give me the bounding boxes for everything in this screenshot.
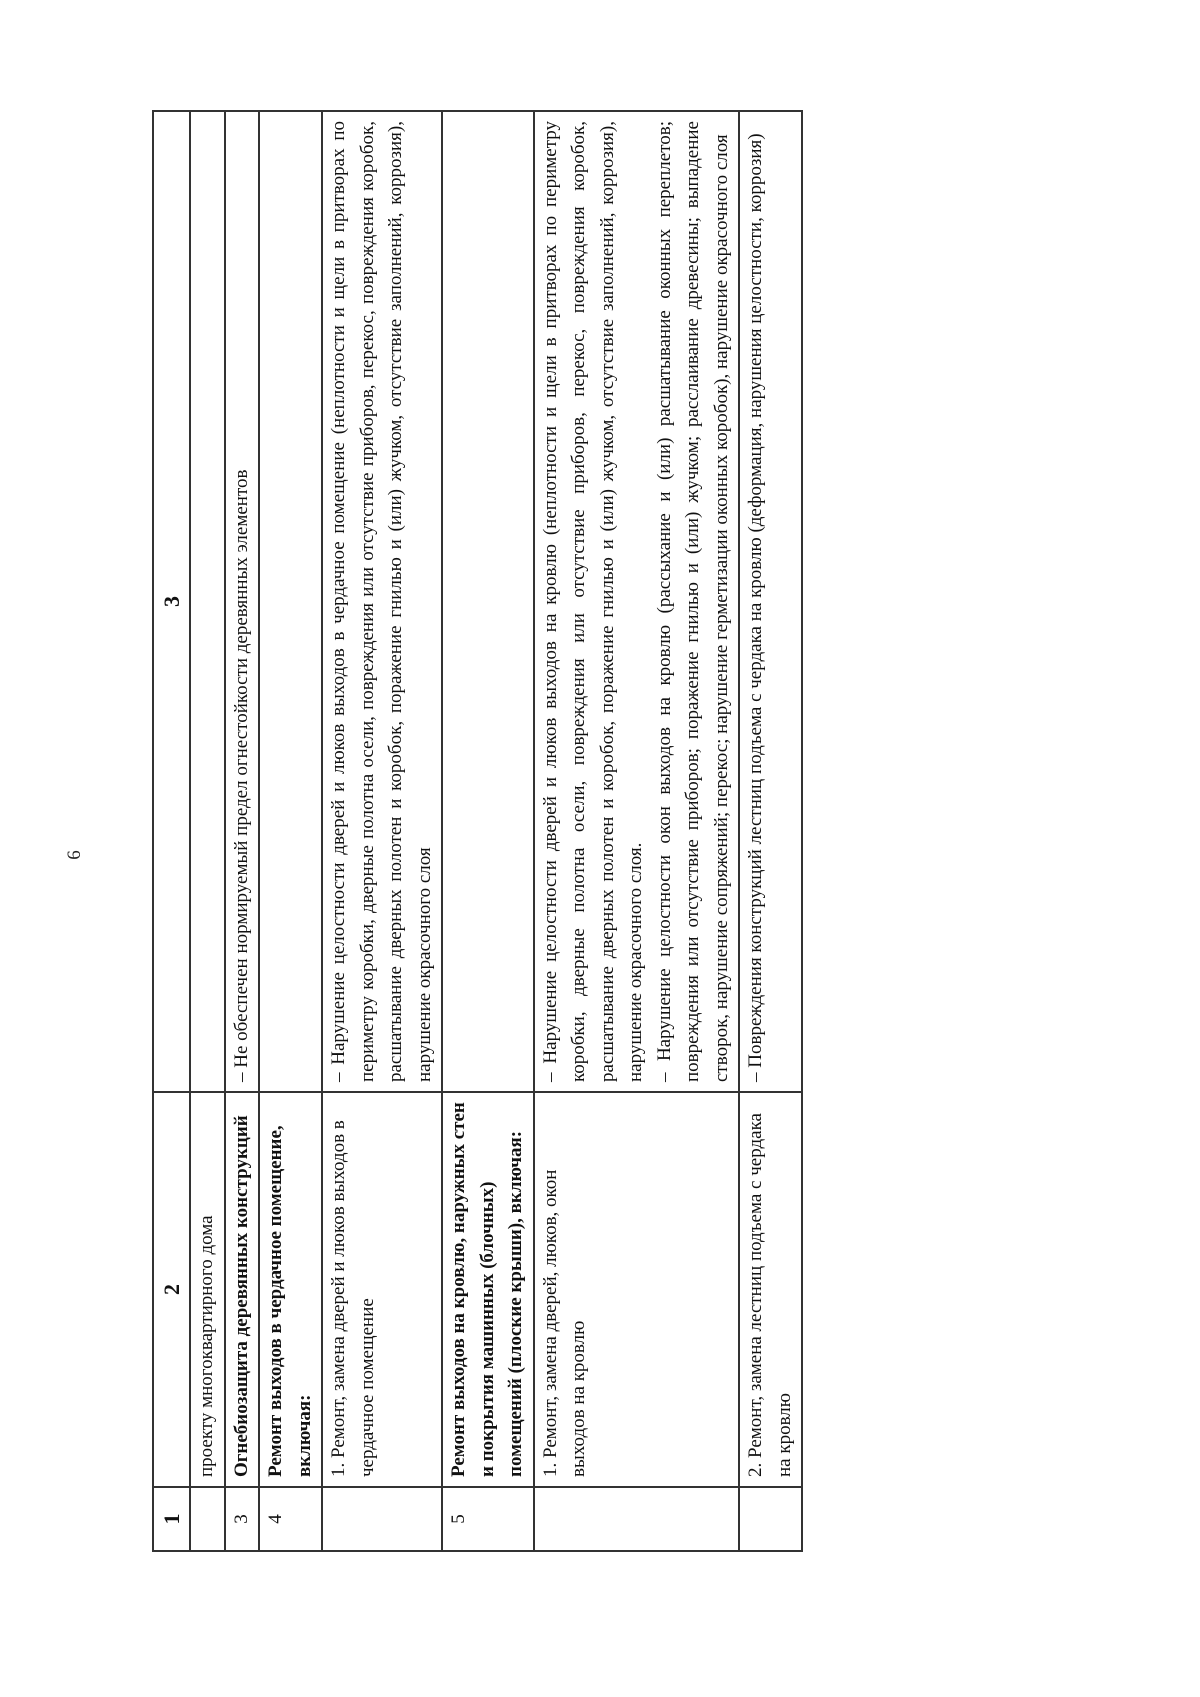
row-defects (259, 111, 322, 1092)
defect-paragraph: – Нарушение целостности дверей и люков выходов на кровлю (неплотности и щели в притворах по периметру коробки, дверные полотна осели, повреждения или отсутствие приборов, перекос, повреждения коробок, расшатывание дверных полотен и коробок, поражение гнилью и (или) жучком, отсутствие заполнений, коррозия), нарушение окрасочного слоя. (539, 121, 646, 1082)
table-row (739, 111, 802, 1551)
row-work-type: 1. Ремонт, замена дверей, люков, окон выходов на кровлю (534, 1092, 740, 1487)
header-col-2: 2 (153, 1092, 190, 1487)
row-work-type: Огнебиозащита деревянных конструкций (225, 1092, 260, 1487)
row-defects (190, 111, 225, 1092)
page-number: 6 (63, 850, 85, 860)
row-number: 4 (259, 1487, 322, 1551)
row-defects (534, 111, 740, 1092)
row-defects: – Не обеспечен нормируемый предел огнестойкости деревянных элементов (225, 111, 260, 1092)
row-work-type: 1. Ремонт, замена дверей и люков выходов в чердачное помещение (322, 1092, 442, 1487)
row-defects: – Повреждения конструкций лестниц подъема с чердака на кровлю (деформация, нарушения целостности, коррозия) (739, 111, 802, 1092)
row-work-type: проекту многоквартирного дома (190, 1092, 225, 1487)
table-row (225, 111, 260, 1551)
row-number (190, 1487, 225, 1551)
row-work-type: Ремонт выходов на кровлю, наружных стен и покрытия машинных (блочных) помещений (плоские крыши), включая: (442, 1092, 534, 1487)
table-row (322, 111, 442, 1551)
row-work-type: 2. Ремонт, замена лестниц подъема с чердака на кровлю (739, 1092, 802, 1487)
row-number (739, 1487, 802, 1551)
row-defects: – Нарушение целостности дверей и люков выходов в чердачное помещение (неплотности и щели в притворах по периметру коробки, дверные полотна осели, повреждения или отсутствие приборов, перекос, повреждения коробок, расшатывание дверных полотен и коробок, поражение гнилью и (или) жучком, отсутствие заполнений, коррозия), нарушение окрасочного слоя (322, 111, 442, 1092)
rotated-page-content (152, 112, 1072, 1552)
row-number (534, 1487, 740, 1551)
table-header-row (153, 111, 190, 1551)
header-col-3: 3 (153, 111, 190, 1092)
row-number: 3 (225, 1487, 260, 1551)
defect-paragraph: – Нарушение целостности окон выходов на кровлю (рассыхание и (или) расшатывание оконных переплетов; повреждения или отсутствие приборов; поражение гнилью и (или) жучком; расслаивание древесины; выпадение створок, нарушение сопряжений; перекос; нарушение герметизации оконных коробок), нарушение окрасочного слоя (653, 121, 732, 1082)
requirements-table (152, 110, 803, 1552)
row-defects (442, 111, 534, 1092)
table-row (442, 111, 534, 1551)
row-work-type: Ремонт выходов в чердачное помещение, включая: (259, 1092, 322, 1487)
header-col-1: 1 (153, 1487, 190, 1551)
row-number (322, 1487, 442, 1551)
table-row (259, 111, 322, 1551)
table-row (534, 111, 740, 1551)
row-number: 5 (442, 1487, 534, 1551)
table-row (190, 111, 225, 1551)
